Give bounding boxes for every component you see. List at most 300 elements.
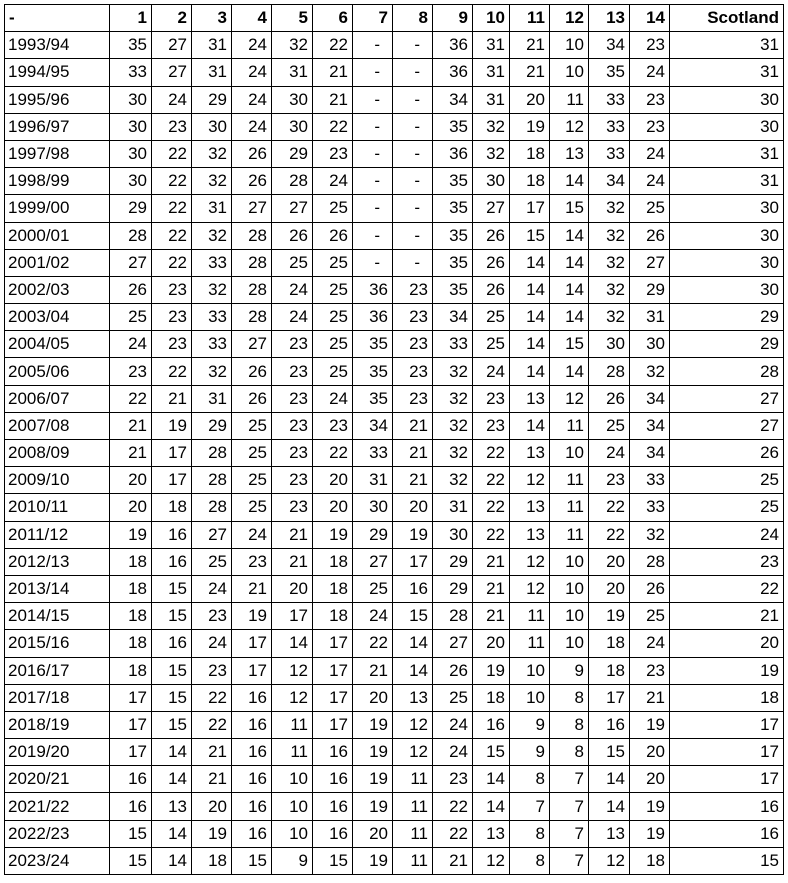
table-cell: 19: [353, 739, 393, 766]
table-cell: 23: [152, 331, 192, 358]
table-cell: 21: [313, 86, 353, 113]
table-cell: 8: [510, 820, 550, 847]
table-cell: 29: [353, 521, 393, 548]
row-year-label: 2005/06: [5, 358, 110, 385]
table-cell: 18: [670, 684, 784, 711]
row-year-label: 1994/95: [5, 59, 110, 86]
table-cell: 36: [433, 140, 473, 167]
table-row: [5, 630, 784, 657]
row-year-label: 1995/96: [5, 86, 110, 113]
table-row: [5, 412, 784, 439]
table-cell: 13: [550, 140, 589, 167]
table-cell: 25: [670, 494, 784, 521]
table-cell: 26: [313, 222, 353, 249]
table-cell: 20: [313, 494, 353, 521]
row-year-label: 2007/08: [5, 412, 110, 439]
table-cell: 33: [110, 59, 152, 86]
table-cell: 10: [272, 766, 313, 793]
table-cell: 17: [152, 467, 192, 494]
table-body: [5, 32, 784, 875]
row-year-label: 2014/15: [5, 603, 110, 630]
table-row: [5, 32, 784, 59]
table-cell: 27: [670, 385, 784, 412]
table-cell: 14: [473, 766, 510, 793]
table-cell: 24: [192, 630, 232, 657]
row-year-label: 2022/23: [5, 820, 110, 847]
table-cell: 7: [510, 793, 550, 820]
table-cell: 19: [232, 603, 272, 630]
table-cell: 25: [630, 603, 670, 630]
table-cell: 9: [510, 739, 550, 766]
table-cell: 20: [353, 684, 393, 711]
table-cell: -: [353, 168, 393, 195]
table-cell: 14: [473, 793, 510, 820]
table-row: [5, 739, 784, 766]
table-cell: 24: [433, 739, 473, 766]
table-cell: 21: [473, 603, 510, 630]
table-cell: 32: [630, 358, 670, 385]
table-row: [5, 548, 784, 575]
table-cell: 16: [232, 684, 272, 711]
table-cell: 28: [232, 249, 272, 276]
table-cell: 9: [510, 711, 550, 738]
table-cell: 22: [473, 494, 510, 521]
table-cell: 8: [550, 684, 589, 711]
table-cell: 18: [110, 575, 152, 602]
table-cell: 23: [433, 766, 473, 793]
table-cell: 25: [313, 331, 353, 358]
table-cell: 20: [110, 467, 152, 494]
table-cell: 21: [313, 59, 353, 86]
table-cell: 12: [393, 711, 433, 738]
table-cell: 35: [433, 249, 473, 276]
table-cell: 19: [510, 113, 550, 140]
table-cell: 22: [313, 440, 353, 467]
table-cell: 21: [272, 548, 313, 575]
table-cell: 24: [232, 59, 272, 86]
table-cell: 24: [110, 331, 152, 358]
table-cell: 12: [272, 657, 313, 684]
table-cell: 26: [433, 657, 473, 684]
table-cell: 15: [152, 684, 192, 711]
table-cell: 26: [232, 358, 272, 385]
table-cell: 23: [272, 467, 313, 494]
table-cell: 24: [670, 521, 784, 548]
row-year-label: 2000/01: [5, 222, 110, 249]
table-cell: 10: [550, 440, 589, 467]
table-cell: 10: [550, 603, 589, 630]
table-cell: 22: [589, 494, 630, 521]
table-row: [5, 140, 784, 167]
table-cell: 20: [393, 494, 433, 521]
table-cell: 18: [110, 548, 152, 575]
table-cell: 9: [550, 657, 589, 684]
table-cell: 25: [670, 467, 784, 494]
table-cell: 10: [550, 548, 589, 575]
table-cell: 35: [433, 168, 473, 195]
table-cell: -: [353, 113, 393, 140]
table-cell: 16: [232, 820, 272, 847]
table-cell: 11: [393, 820, 433, 847]
table-cell: 32: [433, 358, 473, 385]
table-cell: 35: [353, 358, 393, 385]
table-cell: 30: [110, 140, 152, 167]
table-cell: 10: [550, 630, 589, 657]
table-cell: 31: [272, 59, 313, 86]
table-cell: 24: [232, 86, 272, 113]
table-cell: 22: [313, 113, 353, 140]
row-year-label: 1998/99: [5, 168, 110, 195]
table-cell: 26: [232, 168, 272, 195]
table-cell: 20: [473, 630, 510, 657]
table-cell: 31: [192, 32, 232, 59]
table-cell: 15: [313, 847, 353, 874]
row-year-label: 2016/17: [5, 657, 110, 684]
table-cell: 26: [670, 440, 784, 467]
table-cell: 10: [550, 575, 589, 602]
table-cell: 21: [510, 32, 550, 59]
table-cell: 32: [433, 412, 473, 439]
table-cell: 15: [550, 195, 589, 222]
table-cell: 19: [353, 766, 393, 793]
table-cell: 15: [510, 222, 550, 249]
table-cell: 31: [670, 140, 784, 167]
table-cell: 23: [152, 113, 192, 140]
table-cell: 23: [630, 657, 670, 684]
row-year-label: 2021/22: [5, 793, 110, 820]
table-cell: 28: [192, 494, 232, 521]
table-cell: 24: [630, 630, 670, 657]
table-cell: 20: [589, 575, 630, 602]
table-cell: 27: [110, 249, 152, 276]
table-cell: 8: [550, 739, 589, 766]
table-cell: 32: [589, 249, 630, 276]
table-cell: 22: [670, 575, 784, 602]
table-cell: 27: [353, 548, 393, 575]
table-cell: 12: [550, 113, 589, 140]
table-cell: 16: [232, 766, 272, 793]
table-cell: 31: [670, 168, 784, 195]
table-cell: 32: [192, 168, 232, 195]
table-cell: 23: [272, 331, 313, 358]
table-cell: 20: [272, 575, 313, 602]
table-cell: 30: [670, 195, 784, 222]
table-cell: 23: [473, 412, 510, 439]
table-cell: 14: [510, 412, 550, 439]
table-cell: 17: [589, 684, 630, 711]
table-cell: 29: [192, 412, 232, 439]
table-cell: 19: [192, 820, 232, 847]
table-cell: 27: [630, 249, 670, 276]
table-cell: 23: [630, 113, 670, 140]
table-cell: 12: [589, 847, 630, 874]
table-cell: 14: [550, 358, 589, 385]
table-cell: 32: [473, 113, 510, 140]
table-cell: 22: [473, 440, 510, 467]
table-cell: 36: [353, 304, 393, 331]
table-cell: 23: [630, 32, 670, 59]
table-cell: 28: [110, 222, 152, 249]
table-cell: 25: [232, 467, 272, 494]
table-cell: -: [393, 86, 433, 113]
table-cell: 30: [473, 168, 510, 195]
table-cell: 25: [192, 548, 232, 575]
table-cell: -: [393, 113, 433, 140]
table-cell: 14: [589, 793, 630, 820]
table-cell: 19: [353, 793, 393, 820]
table-cell: 24: [192, 575, 232, 602]
table-cell: 16: [110, 793, 152, 820]
row-year-label: 2001/02: [5, 249, 110, 276]
table-cell: 21: [393, 440, 433, 467]
table-cell: 15: [110, 847, 152, 874]
column-header-12: 12: [550, 5, 589, 32]
table-cell: -: [353, 59, 393, 86]
table-cell: 15: [152, 603, 192, 630]
table-cell: 12: [272, 684, 313, 711]
table-cell: 20: [353, 820, 393, 847]
table-row: [5, 222, 784, 249]
table-cell: 17: [313, 711, 353, 738]
table-row: [5, 86, 784, 113]
table-row: [5, 494, 784, 521]
row-year-label: 2019/20: [5, 739, 110, 766]
table-cell: 10: [510, 657, 550, 684]
table-cell: 34: [433, 304, 473, 331]
table-cell: 27: [272, 195, 313, 222]
table-cell: 24: [433, 711, 473, 738]
table-row: [5, 331, 784, 358]
table-cell: 17: [232, 657, 272, 684]
table-cell: -: [393, 168, 433, 195]
table-cell: 11: [550, 86, 589, 113]
column-header-11: 11: [510, 5, 550, 32]
table-cell: 11: [272, 739, 313, 766]
table-cell: 23: [192, 603, 232, 630]
table-row: [5, 195, 784, 222]
table-cell: 34: [630, 440, 670, 467]
table-cell: 25: [313, 304, 353, 331]
row-year-label: 2018/19: [5, 711, 110, 738]
column-header-6: 6: [313, 5, 353, 32]
table-cell: 34: [433, 86, 473, 113]
table-cell: 31: [192, 59, 232, 86]
column-header-8: 8: [393, 5, 433, 32]
table-cell: 17: [152, 440, 192, 467]
table-cell: 14: [510, 358, 550, 385]
table-cell: 12: [393, 739, 433, 766]
table-cell: 22: [152, 168, 192, 195]
table-row: [5, 711, 784, 738]
table-cell: 30: [670, 276, 784, 303]
table-row: [5, 684, 784, 711]
table-cell: 21: [192, 766, 232, 793]
table-cell: 24: [313, 385, 353, 412]
table-cell: 18: [313, 575, 353, 602]
table-cell: -: [393, 249, 433, 276]
column-header-3: 3: [192, 5, 232, 32]
table-cell: 20: [630, 739, 670, 766]
table-cell: 27: [152, 32, 192, 59]
table-cell: 22: [152, 249, 192, 276]
table-cell: 24: [473, 358, 510, 385]
table-cell: 11: [550, 494, 589, 521]
row-year-label: 2004/05: [5, 331, 110, 358]
table-cell: 20: [192, 793, 232, 820]
table-cell: 23: [393, 331, 433, 358]
table-cell: 19: [353, 711, 393, 738]
table-cell: 14: [550, 249, 589, 276]
table-cell: 31: [433, 494, 473, 521]
table-cell: 18: [589, 657, 630, 684]
table-cell: 16: [313, 820, 353, 847]
table-cell: 26: [232, 140, 272, 167]
table-cell: 18: [589, 630, 630, 657]
table-cell: 35: [433, 276, 473, 303]
table-cell: 22: [152, 195, 192, 222]
table-cell: 34: [353, 412, 393, 439]
table-cell: 21: [272, 521, 313, 548]
table-cell: 27: [232, 195, 272, 222]
table-cell: 32: [433, 440, 473, 467]
table-row: [5, 358, 784, 385]
table-cell: 30: [670, 86, 784, 113]
table-cell: 23: [313, 412, 353, 439]
table-cell: 23: [272, 494, 313, 521]
table-cell: 36: [433, 59, 473, 86]
table-cell: 12: [473, 847, 510, 874]
row-year-label: 1993/94: [5, 32, 110, 59]
table-cell: 18: [313, 603, 353, 630]
table-cell: 25: [110, 304, 152, 331]
column-header-5: 5: [272, 5, 313, 32]
row-year-label: 2011/12: [5, 521, 110, 548]
table-cell: 17: [110, 684, 152, 711]
table-cell: 21: [393, 467, 433, 494]
table-cell: 33: [589, 140, 630, 167]
table-cell: 29: [433, 548, 473, 575]
table-cell: 16: [152, 521, 192, 548]
table-cell: 16: [313, 739, 353, 766]
table-cell: 23: [393, 358, 433, 385]
table-cell: 25: [313, 249, 353, 276]
table-cell: 35: [433, 113, 473, 140]
table-cell: 26: [630, 222, 670, 249]
table-cell: 22: [589, 521, 630, 548]
table-cell: 22: [313, 32, 353, 59]
table-row: [5, 766, 784, 793]
table-cell: 16: [670, 820, 784, 847]
table-cell: 35: [353, 385, 393, 412]
table-cell: 17: [272, 603, 313, 630]
table-cell: 21: [433, 847, 473, 874]
table-cell: 25: [313, 276, 353, 303]
table-cell: 20: [510, 86, 550, 113]
table-cell: 21: [393, 412, 433, 439]
table-cell: 22: [152, 222, 192, 249]
table-row: [5, 467, 784, 494]
table-cell: 15: [393, 603, 433, 630]
table-cell: 18: [510, 168, 550, 195]
table-cell: 15: [110, 820, 152, 847]
table-cell: 24: [232, 521, 272, 548]
table-row: [5, 575, 784, 602]
table-cell: 14: [393, 657, 433, 684]
table-cell: 15: [550, 331, 589, 358]
table-cell: 31: [192, 385, 232, 412]
column-header-2: 2: [152, 5, 192, 32]
table-cell: 22: [110, 385, 152, 412]
table-cell: 28: [192, 467, 232, 494]
table-cell: 10: [550, 32, 589, 59]
table-row: [5, 521, 784, 548]
table-cell: -: [353, 195, 393, 222]
table-cell: 28: [272, 168, 313, 195]
row-year-label: 2020/21: [5, 766, 110, 793]
table-cell: 23: [630, 86, 670, 113]
table-cell: 25: [353, 575, 393, 602]
row-year-label: 2013/14: [5, 575, 110, 602]
table-cell: 24: [630, 59, 670, 86]
row-year-label: 2015/16: [5, 630, 110, 657]
table-cell: 21: [152, 385, 192, 412]
table-cell: 35: [433, 222, 473, 249]
table-cell: 30: [110, 113, 152, 140]
table-cell: 31: [670, 32, 784, 59]
table-cell: 8: [510, 847, 550, 874]
table-cell: 32: [192, 276, 232, 303]
table-cell: 14: [550, 304, 589, 331]
table-cell: 26: [630, 575, 670, 602]
table-cell: 14: [510, 249, 550, 276]
table-row: [5, 59, 784, 86]
table-cell: 24: [630, 140, 670, 167]
table-cell: 27: [232, 331, 272, 358]
table-cell: 32: [192, 140, 232, 167]
table-cell: 19: [473, 657, 510, 684]
table-cell: 17: [670, 766, 784, 793]
table-cell: 12: [510, 467, 550, 494]
table-cell: 11: [510, 603, 550, 630]
table-cell: 14: [272, 630, 313, 657]
table-cell: 13: [510, 521, 550, 548]
table-cell: 32: [473, 140, 510, 167]
row-year-label: 2002/03: [5, 276, 110, 303]
table-cell: 13: [393, 684, 433, 711]
table-cell: 16: [313, 793, 353, 820]
table-cell: 13: [510, 494, 550, 521]
table-cell: 24: [353, 603, 393, 630]
table-cell: 23: [272, 358, 313, 385]
table-cell: 32: [192, 358, 232, 385]
row-year-label: 2023/24: [5, 847, 110, 874]
table-cell: 23: [589, 467, 630, 494]
table-cell: 25: [473, 304, 510, 331]
table-cell: 19: [110, 521, 152, 548]
table-cell: 7: [550, 766, 589, 793]
table-cell: 32: [589, 304, 630, 331]
table-cell: 25: [473, 331, 510, 358]
table-cell: 32: [433, 467, 473, 494]
table-cell: 12: [510, 548, 550, 575]
table-cell: 32: [589, 195, 630, 222]
table-cell: 22: [152, 140, 192, 167]
table-cell: 14: [589, 766, 630, 793]
table-cell: 23: [152, 304, 192, 331]
table-cell: 23: [192, 657, 232, 684]
table-cell: 27: [670, 412, 784, 439]
table-cell: 22: [192, 684, 232, 711]
